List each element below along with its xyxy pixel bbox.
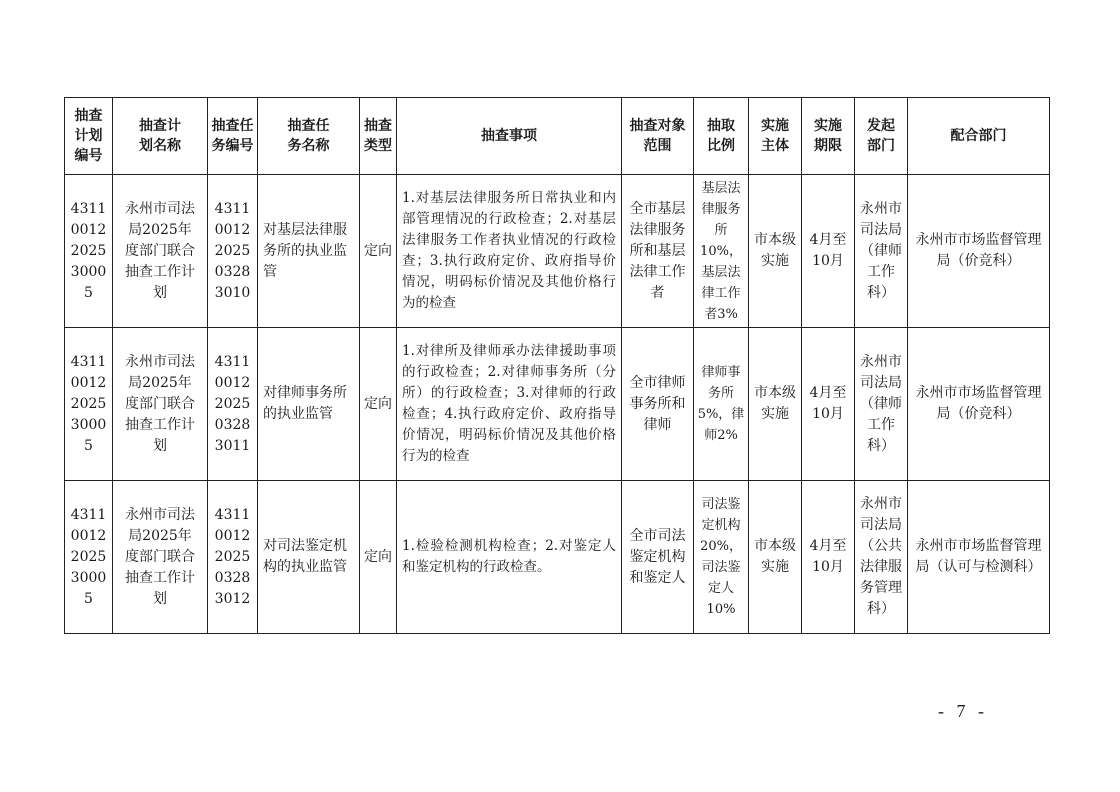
period-cell: 4月至10月	[802, 175, 855, 328]
task-name-cell: 对基层法律服务所的执业监管	[258, 175, 360, 328]
header-task-name: 抽查任务名称	[258, 98, 360, 175]
header-plan-no: 抽查计划编号	[65, 98, 113, 175]
page-number: - 7 -	[938, 701, 988, 721]
type-cell: 定向	[360, 328, 397, 481]
table-row	[65, 328, 1050, 481]
header-row	[65, 98, 1050, 175]
period-cell: 4月至10月	[802, 328, 855, 481]
ratio-cell: 基层法律服务所10%，基层法律工作者3%	[694, 175, 749, 328]
header-dept: 发起部门	[855, 98, 908, 175]
partner-cell: 永州市市场监督管理局（认可与检测科）	[908, 481, 1050, 634]
header-matter: 抽查事项	[397, 98, 622, 175]
scope-cell: 全市律师事务所和律师	[622, 328, 694, 481]
matter-cell: 1.检验检测机构检查；2.对鉴定人和鉴定机构的行政检查。	[397, 481, 622, 634]
task-name-cell: 对律师事务所的执业监管	[258, 328, 360, 481]
scope-cell: 全市司法鉴定机构和鉴定人	[622, 481, 694, 634]
partner-cell: 永州市市场监督管理局（价竞科）	[908, 328, 1050, 481]
period-cell: 4月至10月	[802, 481, 855, 634]
table-row	[65, 175, 1050, 328]
task-no-cell: 43110012202503283011	[208, 328, 258, 481]
plan-no-cell: 43110012202530005	[65, 481, 113, 634]
header-plan-name: 抽查计划名称	[113, 98, 208, 175]
type-cell: 定向	[360, 481, 397, 634]
ratio-cell: 律师事务所5%，律师2%	[694, 328, 749, 481]
partner-cell: 永州市市场监督管理局（价竞科）	[908, 175, 1050, 328]
header-partner: 配合部门	[908, 98, 1050, 175]
subject-cell: 市本级实施	[749, 481, 802, 634]
dept-cell: 永州市司法局（律师工作科）	[855, 328, 908, 481]
plan-name-cell: 永州市司法局2025年度部门联合抽查工作计划	[113, 481, 208, 634]
task-no-cell: 43110012202503283012	[208, 481, 258, 634]
header-task-no: 抽查任务编号	[208, 98, 258, 175]
header-ratio: 抽取比例	[694, 98, 749, 175]
ratio-cell: 司法鉴定机构20%，司法鉴定人10%	[694, 481, 749, 634]
dept-cell: 永州市司法局（律师工作科）	[855, 175, 908, 328]
header-subject: 实施主体	[749, 98, 802, 175]
header-period: 实施期限	[802, 98, 855, 175]
header-scope: 抽查对象范围	[622, 98, 694, 175]
inspection-plan-table	[64, 97, 1050, 634]
dept-cell: 永州市司法局（公共法律服务管理科）	[855, 481, 908, 634]
subject-cell: 市本级实施	[749, 328, 802, 481]
type-cell: 定向	[360, 175, 397, 328]
matter-cell: 1.对基层法律服务所日常执业和内部管理情况的行政检查；2.对基层法律服务工作者执业情况的行政检查；3.执行政府定价、政府指导价情况，明码标价情况及其他价格行为的检查	[397, 175, 622, 328]
task-name-cell: 对司法鉴定机构的执业监管	[258, 481, 360, 634]
header-type: 抽查类型	[360, 98, 397, 175]
task-no-cell: 43110012202503283010	[208, 175, 258, 328]
matter-cell: 1.对律所及律师承办法律援助事项的行政检查；2.对律师事务所（分所）的行政检查；3.对律师的行政检查；4.执行政府定价、政府指导价情况，明码标价情况及其他价格行为的检查	[397, 328, 622, 481]
plan-no-cell: 43110012202530005	[65, 175, 113, 328]
scope-cell: 全市基层法律服务所和基层法律工作者	[622, 175, 694, 328]
plan-name-cell: 永州市司法局2025年度部门联合抽查工作计划	[113, 175, 208, 328]
plan-no-cell: 43110012202530005	[65, 328, 113, 481]
subject-cell: 市本级实施	[749, 175, 802, 328]
table-row	[65, 481, 1050, 634]
plan-name-cell: 永州市司法局2025年度部门联合抽查工作计划	[113, 328, 208, 481]
